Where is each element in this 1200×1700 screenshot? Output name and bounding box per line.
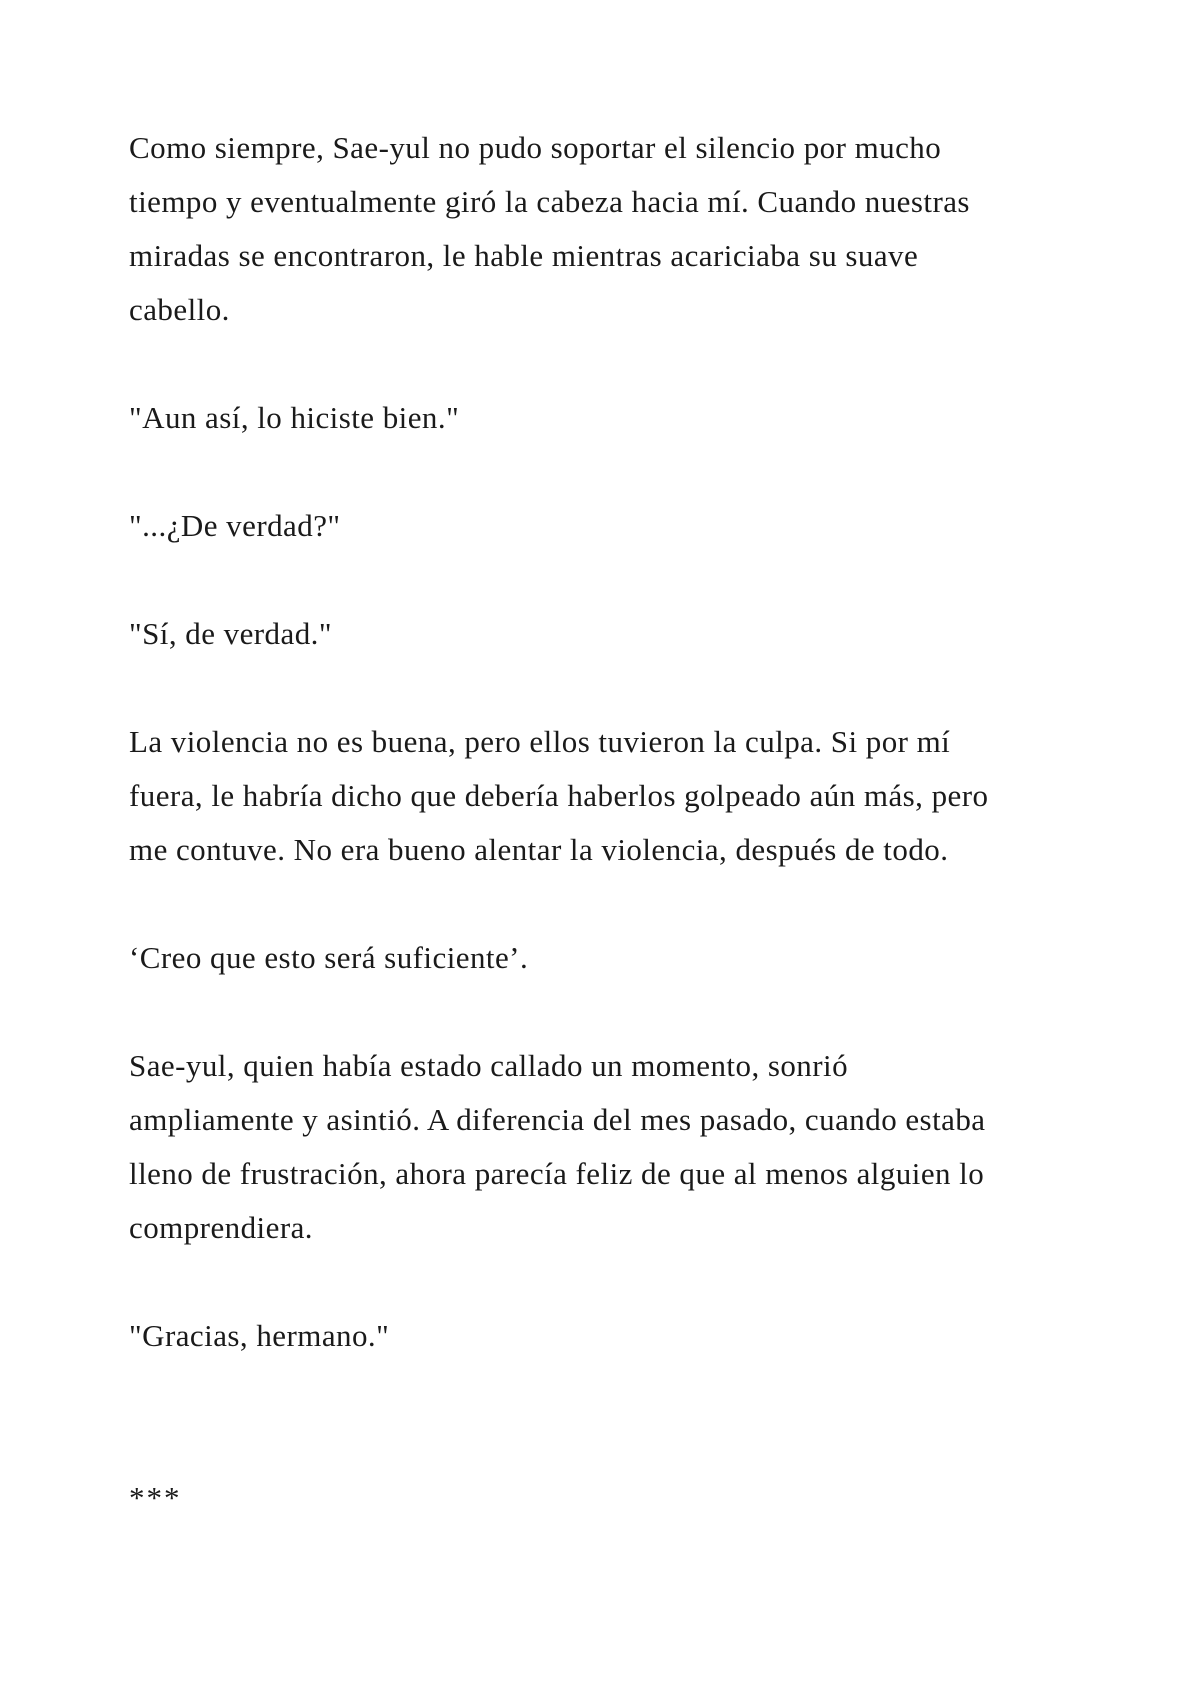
paragraph-7-line-2: ampliamente y asintió. A diferencia del mes pasado, cuando estaba — [129, 1102, 986, 1137]
paragraph-1-line-2: tiempo y eventualmente giró la cabeza hacia mí. Cuando nuestras — [129, 184, 970, 219]
paragraph-5-line-1: La violencia no es buena, pero ellos tuvieron la culpa. Si por mí — [129, 724, 951, 759]
paragraph-5-line-3: me contuve. No era bueno alentar la violencia, después de todo. — [129, 832, 949, 867]
paragraph-5-line-2: fuera, le habría dicho que debería haberlos golpeado aún más, pero — [129, 778, 989, 813]
dialogue-line-2: "...¿De verdad?" — [129, 508, 341, 543]
paragraph-7-line-3: lleno de frustración, ahora parecía feliz de que al menos alguien lo — [129, 1156, 985, 1191]
paragraph-7-line-4: comprendiera. — [129, 1210, 314, 1245]
dialogue-line-4: "Gracias, hermano." — [129, 1318, 390, 1353]
thought-line: ‘Creo que esto será suficiente’. — [129, 940, 529, 975]
dialogue-line-1: "Aun así, lo hiciste bien." — [129, 400, 460, 435]
paragraph-7-line-1: Sae-yul, quien había estado callado un momento, sonrió — [129, 1048, 849, 1083]
scene-separator: *** — [129, 1480, 182, 1515]
paragraph-1-line-4: cabello. — [129, 292, 230, 327]
dialogue-line-3: "Sí, de verdad." — [129, 616, 332, 651]
paragraph-1-line-1: Como siempre, Sae-yul no pudo soportar el silencio por mucho — [129, 130, 942, 165]
paragraph-1-line-3: miradas se encontraron, le hable mientras acariciaba su suave — [129, 238, 919, 273]
